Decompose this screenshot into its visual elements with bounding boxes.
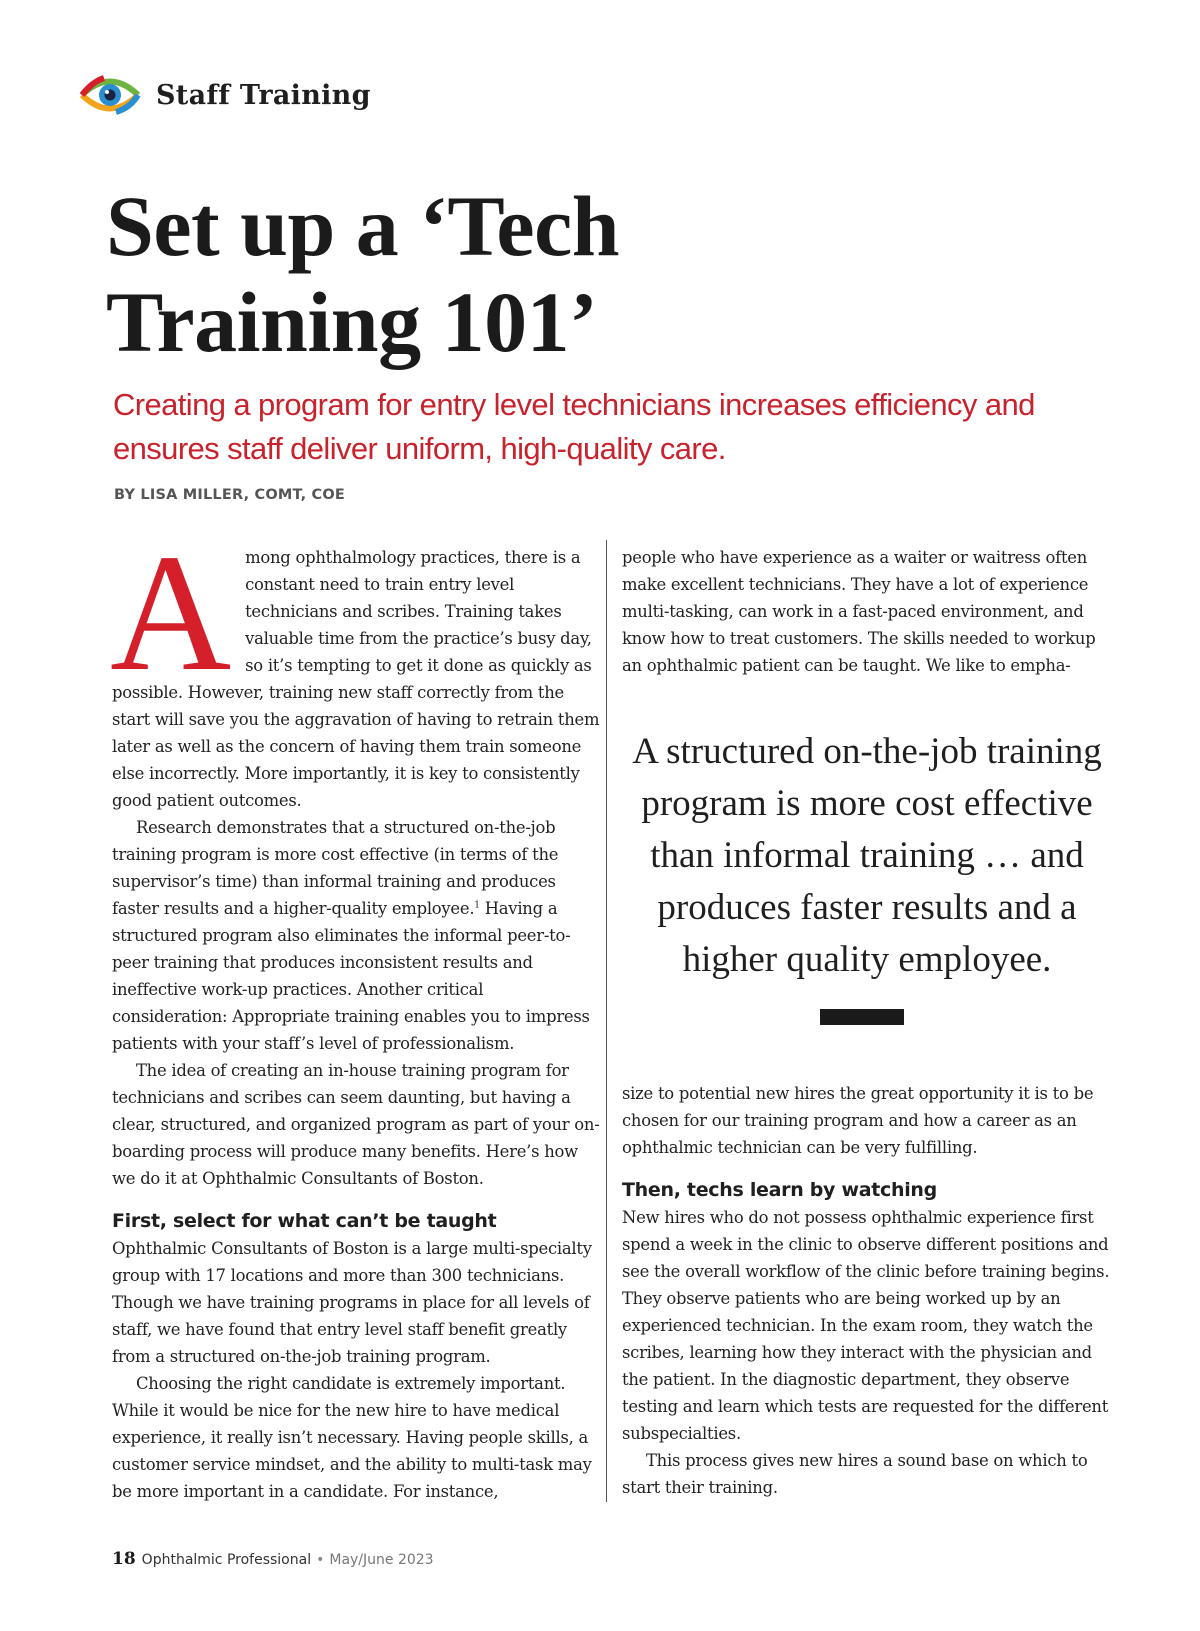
article-column-left xyxy=(110,520,600,1505)
page-footer xyxy=(112,1549,434,1569)
paragraph-process: This process gives new hires a sound base on which to start their training. xyxy=(622,1451,1088,1497)
article-column-right-top xyxy=(622,544,1110,679)
eye-icon xyxy=(78,72,142,118)
drop-cap: A xyxy=(110,520,232,706)
paragraph-ocb: Ophthalmic Consultants of Boston is a large multi-specialty group with 17 locations and more than 300 technicians. Though we have training programs in place for all levels of staff, we have found that entry level staff benefit greatly from a structured on-the-job training program. xyxy=(112,1239,592,1366)
pull-quote: A structured on-the-job training program is more cost effective than informal training … and produces faster results and a higher quality employee. xyxy=(632,731,1102,980)
paragraph-candidate: Choosing the right candidate is extremely important. While it would be nice for the new hire to have medical experience, it really isn’t necessary. Having people skills, a customer service mindset, and the ability to multi-task may be more important in a candidate. For instance, xyxy=(112,1374,592,1501)
footer-separator: • xyxy=(316,1552,325,1568)
article-title: Set up a ‘Tech Training 101’ xyxy=(106,178,620,370)
subhead-watching: Then, techs learn by watching xyxy=(622,1179,937,1201)
section-header xyxy=(78,70,371,120)
paragraph-research-b: Having a structured program also eliminates the informal peer-to-peer training that produces inconsistent results and ineffective work-up practices. Another critical consideration: Appropriate training enables you to impress patients with your staff’s level of professionalism. xyxy=(112,899,590,1053)
paragraph-intro: mong ophthalmology practices, there is a constant need to train entry level technicians and scribes. Training takes valuable time from the practice’s busy day, so it’s tempting to get it done as quickly as possible. However, training new staff correctly from the start will save you the aggravation of having to retrain them later as well as the concern of having them train someone else incorrectly. More importantly, it is key to consistently good patient outcomes. xyxy=(112,548,600,810)
publication-name: Ophthalmic Professional xyxy=(141,1552,312,1568)
column-divider xyxy=(606,540,607,1502)
section-label: Staff Training xyxy=(156,79,371,111)
page-number: 18 xyxy=(112,1549,136,1569)
article-column-right-bottom xyxy=(622,1080,1112,1501)
paragraph-waiters: people who have experience as a waiter or waitress often make excellent technicians. They have a lot of experience multi-tasking, can work in a fast-paced environment, and know how to treat customers. The skills needed to workup an ophthalmic patient can be taught. We like to empha- xyxy=(622,548,1096,675)
footnote-ref: 1 xyxy=(474,900,480,911)
paragraph-idea: The idea of creating an in-house training program for technicians and scribes can seem daunting, but having a clear, structured, and organized program as part of your on-boarding process will produce many benefits. Here’s how we do it at Ophthalmic Consultants of Boston. xyxy=(112,1061,600,1188)
paragraph-research-a: Research demonstrates that a structured on-the-job training program is more cost effective (in terms of the supervisor’s time) than informal training and produces faster results and a higher-quality employee. xyxy=(112,818,559,918)
paragraph-research xyxy=(112,814,600,1057)
byline: BY LISA MILLER, COMT, COE xyxy=(114,487,346,503)
subhead-select: First, select for what can’t be taught xyxy=(112,1210,497,1232)
paragraph-observe: New hires who do not possess ophthalmic experience first spend a week in the clinic to observe different positions and see the overall workflow of the clinic before training begins. They observe patients who are being worked up by an experienced technician. In the exam room, they watch the scribes, learning how they interact with the physician and the patient. In the diagnostic department, they observe testing and learn which tests are requested for the different subspecialties. xyxy=(622,1208,1110,1443)
article-deck: Creating a program for entry level technicians increases efficiency and ensures staff deliver uniform, high-quality care. xyxy=(113,387,1035,466)
issue-date: May/June 2023 xyxy=(329,1552,434,1568)
paragraph-emphasize: size to potential new hires the great opportunity it is to be chosen for our training program and how a career as an ophthalmic technician can be very fulfilling. xyxy=(622,1084,1094,1157)
pull-quote-bar xyxy=(820,1009,904,1025)
